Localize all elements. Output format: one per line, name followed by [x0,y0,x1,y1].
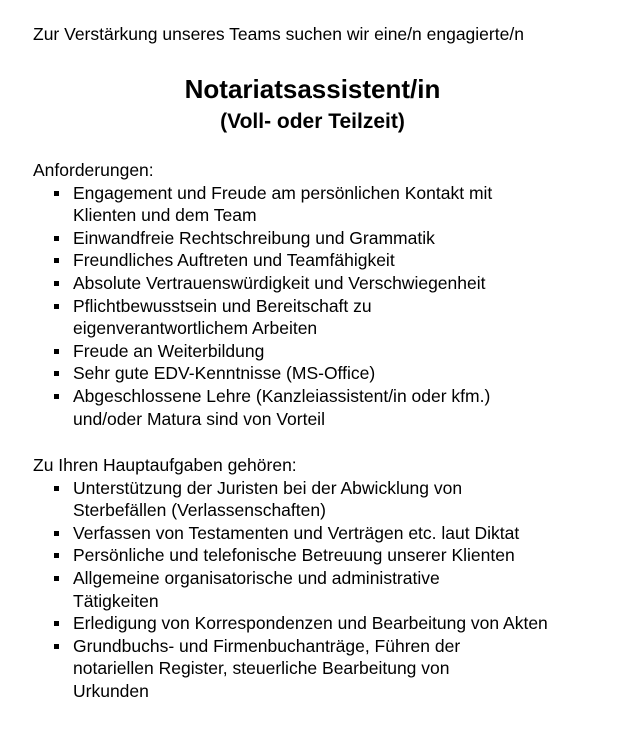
bullet-icon [54,531,59,536]
bullet-icon [54,304,59,309]
list-item-text: Engagement und Freude am persönlichen Kontakt mit Klienten und dem Team [73,182,493,226]
list-item [73,227,613,250]
bullet-icon [54,394,59,399]
bullet-icon [54,576,59,581]
list-item [73,567,513,612]
tasks-section [33,454,613,703]
list-item-text: Persönliche und telefonische Betreuung unserer Klienten [73,545,515,566]
list-item-text: Freude an Weiterbildung [73,340,265,361]
list-item-text: Erledigung von Korrespondenzen und Bearbeitung von Akten [73,613,548,634]
list-item-text: Abgeschlossene Lehre (Kanzleiassistent/in oder kfm.) und/oder Matura sind von Vorteil [73,385,491,429]
list-item [73,635,518,703]
list-item [73,182,553,227]
list-item [73,612,563,635]
intro-text: Zur Verstärkung unseres Teams suchen wir eine/n engagierte/n [33,24,524,44]
bullet-icon [54,553,59,558]
list-item-text: Verfassen von Testamenten und Verträgen etc. laut Diktat [73,522,520,543]
bullet-icon [54,486,59,491]
requirements-list [33,182,613,431]
list-item [73,272,613,295]
list-item [73,544,613,567]
bullet-icon [54,281,59,286]
list-item [73,385,553,430]
bullet-icon [54,349,59,354]
bullet-icon [54,258,59,263]
job-subtitle: (Voll- oder Teilzeit) [220,110,405,133]
list-item-text: Unterstützung der Juristen bei der Abwicklung von Sterbefällen (Verlassenschaften) [73,477,463,521]
tasks-heading: Zu Ihren Hauptaufgaben gehören: [33,455,297,475]
list-item-text: Allgemeine organisatorische und administrative Tätigkeiten [73,567,440,611]
bullet-icon [54,644,59,649]
list-item [73,477,543,522]
bullet-icon [54,236,59,241]
list-item-text: Absolute Vertrauenswürdigkeit und Verschwiegenheit [73,272,486,293]
list-item [73,249,613,272]
list-item [73,362,613,385]
list-item [73,295,433,340]
requirements-heading: Anforderungen: [33,160,154,180]
bullet-icon [54,371,59,376]
list-item [73,340,613,363]
tasks-list [33,477,613,703]
bullet-icon [54,191,59,196]
list-item-text: Grundbuchs- und Firmenbuchanträge, Führen der notariellen Register, steuerliche Bearbeitung von Urkunden [73,635,461,701]
list-item-text: Pflichtbewusstsein und Bereitschaft zu eigenverantwortlichem Arbeiten [73,295,372,339]
bullet-icon [54,621,59,626]
list-item-text: Freundliches Auftreten und Teamfähigkeit [73,250,395,271]
requirements-section [33,159,613,430]
list-item [73,522,613,545]
list-item-text: Sehr gute EDV-Kenntnisse (MS-Office) [73,363,376,384]
job-title: Notariatsassistent/in [184,74,441,104]
list-item-text: Einwandfreie Rechtschreibung und Grammatik [73,227,435,248]
